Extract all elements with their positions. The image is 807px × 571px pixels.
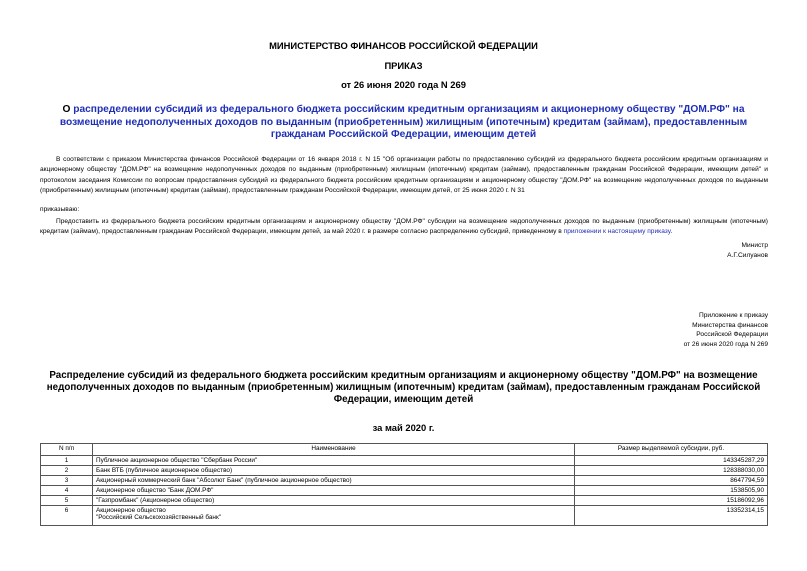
subsidy-table — [40, 443, 768, 526]
row-sum: 13352314,15 — [575, 506, 768, 526]
appendix-header — [684, 311, 768, 349]
appendix-link[interactable]: приложении к настоящему приказу — [563, 228, 671, 236]
row-sum: 143345287,29 — [575, 456, 768, 466]
row-sum: 128388030,00 — [575, 466, 768, 476]
row-number: 4 — [41, 486, 93, 496]
row-number: 2 — [41, 466, 93, 476]
row-name-line-2: "Российский Сельскохозяйственный банк" — [96, 514, 222, 521]
table-row — [41, 486, 768, 496]
row-sum: 1538505,90 — [575, 486, 768, 496]
col-header-sum: Размер выделяемой субсидии, руб. — [575, 444, 768, 456]
signature-position: Министр — [741, 242, 768, 249]
row-name: Банк ВТБ (публичное акционерное общество) — [93, 466, 575, 476]
row-name: Публичное акционерное общество "Сбербанк России" — [93, 456, 575, 466]
row-sum: 8647794,59 — [575, 476, 768, 486]
row-name: "Газпромбанк" (Акционерное общество) — [93, 496, 575, 506]
col-header-number: N п/п — [41, 444, 93, 456]
row-number: 3 — [41, 476, 93, 486]
document-title — [40, 104, 767, 142]
row-number: 6 — [41, 506, 93, 526]
table-row — [41, 496, 768, 506]
table-row — [41, 506, 768, 526]
title-prefix: О — [62, 104, 74, 115]
row-name: Акционерный коммерческий банк "Абсолют Банк" (публичное акционерное общество) — [93, 476, 575, 486]
table-header-row — [41, 444, 768, 456]
order-paragraph-end: . — [670, 228, 673, 236]
table-row — [41, 456, 768, 466]
period-heading: за май 2020 г. — [372, 422, 435, 433]
col-header-name: Наименование — [93, 444, 575, 456]
signature-block — [727, 241, 768, 260]
table-row — [41, 466, 768, 476]
document-type: ПРИКАЗ — [384, 60, 423, 71]
row-name: Акционерное общество "Банк ДОМ.РФ" — [93, 486, 575, 496]
row-sum: 15186092,96 — [575, 496, 768, 506]
title-link[interactable]: распределении субсидий из федерального бюджета российским кредитным организациям и акционерному обществу "ДОМ.РФ" на возмещение недополученных доходов по выданным (приобретенным) жилищным (ипотечным) кредитам (займам), предоставленным гражданам Российской Федерации, имеющим детей — [59, 104, 748, 140]
document-date-number: от 26 июня 2020 года N 269 — [341, 79, 466, 90]
row-number: 1 — [41, 456, 93, 466]
row-name-line-1: Акционерное общество — [96, 507, 166, 514]
table-row — [41, 476, 768, 486]
appendix-title: Распределение субсидий из федерального бюджета российским кредитным организациям и акционерному обществу "ДОМ.РФ" на возмещение недополученных доходов по выданным (приобретенным) жилищным (ипотечным) кредитам (займам), предоставленным гражданам Российской Федерации, имеющим детей — [46, 370, 761, 405]
order-paragraph — [40, 217, 768, 238]
row-name — [93, 506, 575, 526]
signature-name: А.Г.Силуанов — [727, 251, 768, 259]
order-word: приказываю: — [40, 206, 80, 213]
appendix-line-4: от 26 июня 2020 года N 269 — [683, 340, 768, 348]
appendix-line-1: Приложение к приказу — [698, 312, 768, 319]
row-number: 5 — [41, 496, 93, 506]
appendix-line-2: Министерства финансов — [692, 321, 768, 329]
preamble-paragraph: В соответствии с приказом Министерства финансов Российской Федерации от 16 января 2018 г. N 15 "Об организации работы по предоставлению субсидий из федерального бюджета российским кредитным организациям и акционерному обществу "ДОМ.РФ" на возмещение недополученных доходов по выданным (приобретенным) жилищным (ипотечным) кредитам (займам), предоставленным гражданам Российской Федерации, имеющим детей" и протоколом заседания Комиссии по вопросам предоставления субсидий из федерального бюджета российским кредитным организациям и акционерному обществу "ДОМ.РФ" на возмещение недополученных доходов по выданным (приобретенным) жилищным (ипотечным) кредитам (займам), предоставленным гражданам Российской Федерации, имеющим детей, от 25 июня 2020 г. N 31 — [40, 156, 768, 194]
appendix-line-3: Российской Федерации — [696, 331, 768, 339]
ministry-heading: МИНИСТЕРСТВО ФИНАНСОВ РОССИЙСКОЙ ФЕДЕРАЦИИ — [269, 40, 538, 51]
order-paragraph-text: Предоставить из федерального бюджета российским кредитным организациям и акционерному обществу "ДОМ.РФ" субсидии на возмещение недополученных доходов по выданным (приобретенным) жилищным (ипотечным) кредитам (займам), предоставленным гражданам Российской Федерации, имеющим детей, за май 2020 г. в размере согласно распределению субсидий, приведенному в — [40, 218, 768, 236]
